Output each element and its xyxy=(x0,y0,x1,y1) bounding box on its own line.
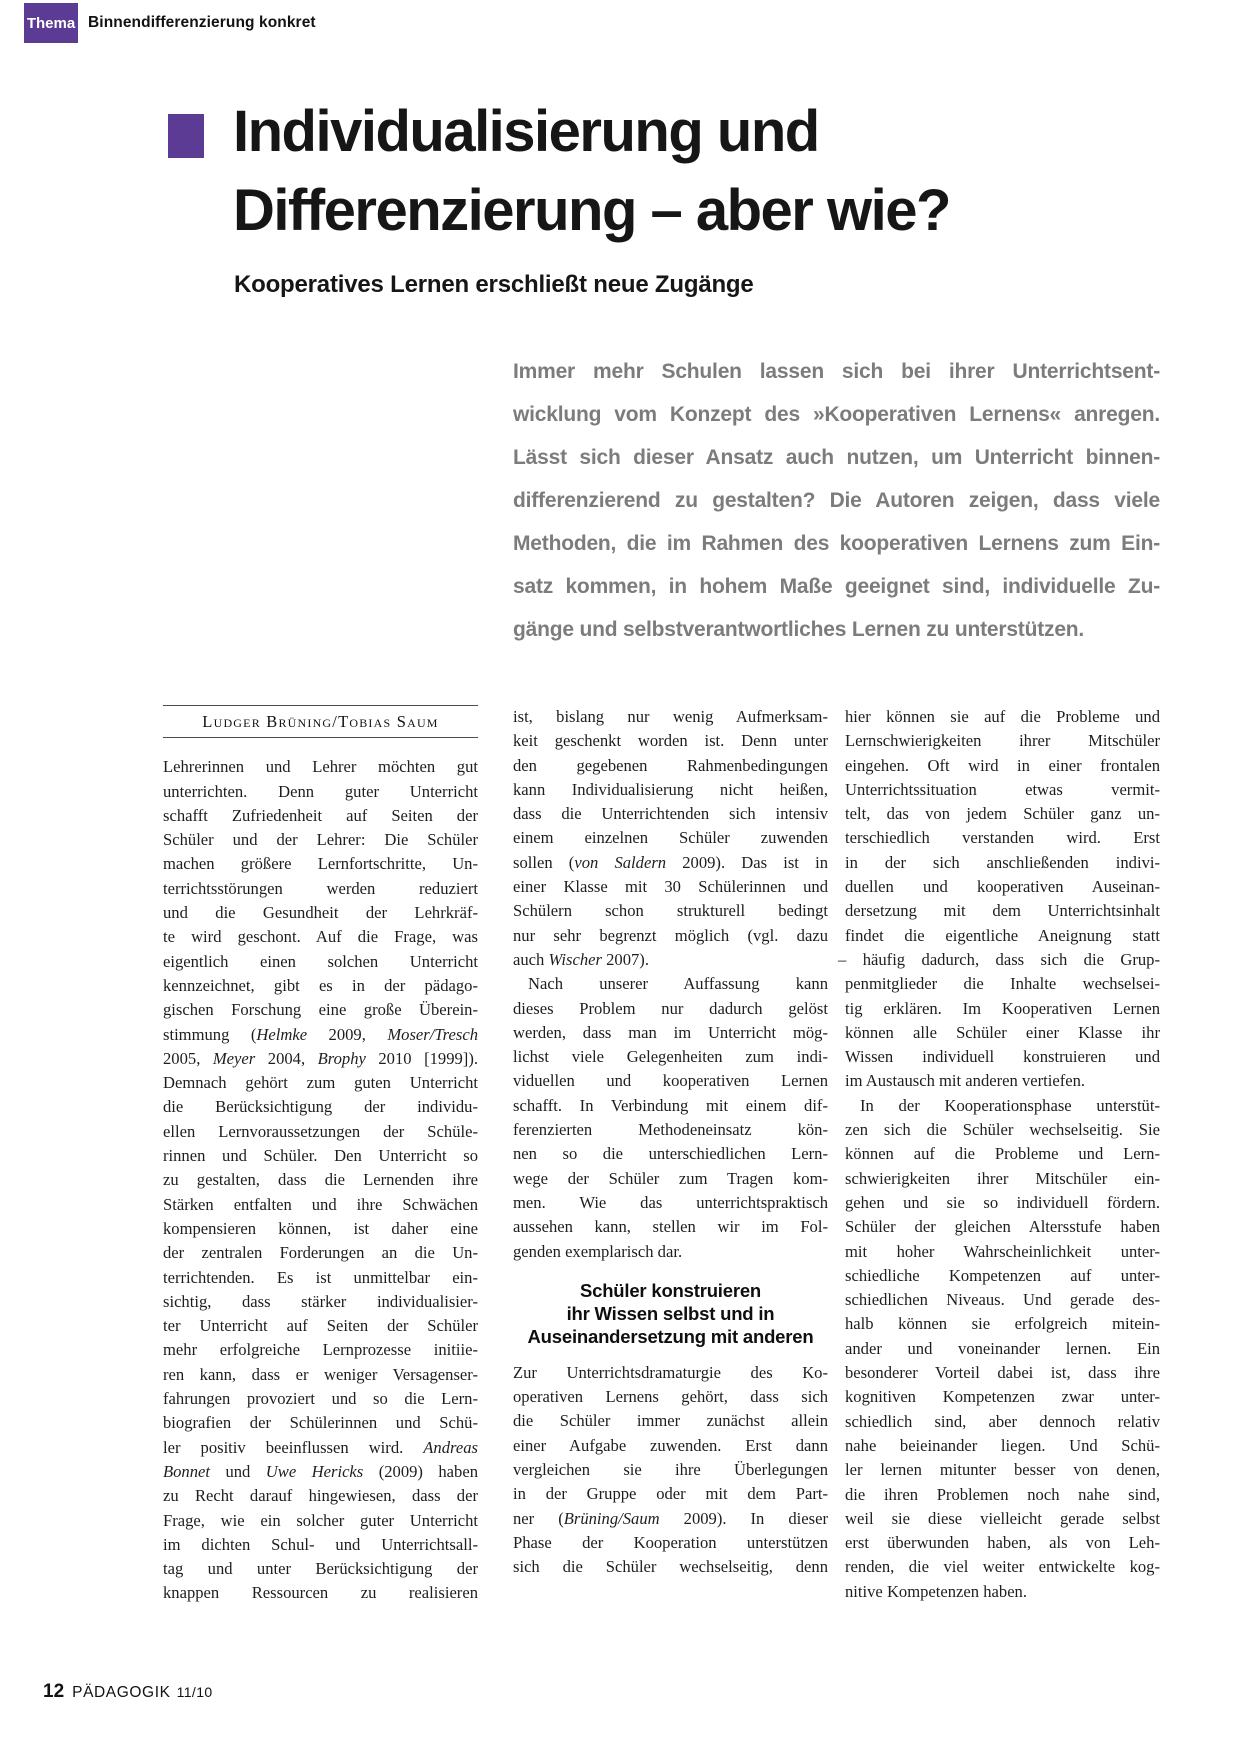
text-line: Lernschwierigkeiten ihrer Mitschüler xyxy=(845,731,1160,751)
text-line: terrichtsstörungen werden reduziert xyxy=(163,878,478,898)
text-line: ist, bislang nur wenig Aufmerksam- xyxy=(513,707,828,726)
thema-tag xyxy=(24,3,78,43)
text-line: schiedliche Kompetenzen auf unter- xyxy=(845,1265,1160,1285)
text-line: in der Gruppe oder mit dem Part- xyxy=(513,1484,828,1504)
italic-reference: Meyer xyxy=(212,1048,256,1068)
column-2 xyxy=(513,705,828,1580)
text-line: gehen und sie so individuell fördern. xyxy=(845,1192,1160,1212)
text-line: genden exemplarisch dar. xyxy=(513,1241,683,1261)
text-line: fahrungen provoziert und so die Lern- xyxy=(163,1389,478,1409)
text-line: nur sehr begrenzt möglich (vgl. dazu xyxy=(513,925,828,945)
text-line: telt, das von jedem Schüler ganz un- xyxy=(845,804,1160,824)
text-line: halb können sie erfolgreich mitein- xyxy=(845,1314,1160,1334)
text-line: erst überwunden haben, als von Leh- xyxy=(845,1533,1160,1553)
text-line: men. Wie das unterrichtspraktisch xyxy=(513,1192,828,1212)
text-line: die ihren Problemen noch nahe sind, xyxy=(845,1484,1160,1504)
text-line: Phase der Kooperation unterstützen xyxy=(513,1532,828,1552)
italic-reference: Uwe Hericks xyxy=(265,1461,364,1481)
text-line: terrichtenden. Es ist unmittelbar ein- xyxy=(163,1267,478,1287)
italic-reference: Brophy xyxy=(317,1048,366,1068)
text-line: auch Wischer 2007). xyxy=(513,949,649,969)
text-line: zu gestalten, dass die Lernenden ihre xyxy=(163,1170,478,1190)
text-line: ferenzierten Methodeneinsatz kön- xyxy=(513,1120,828,1140)
subheading-line: Auseinandersetzung mit anderen xyxy=(527,1325,814,1347)
byline: Ludger Brüning/Tobias Saum xyxy=(163,705,478,738)
intro-line: gänge und selbstverantwortliches Lernen zu unterstützen. xyxy=(513,618,1085,641)
text-line: stimmung (Helmke 2009, Moser/Tresch xyxy=(163,1024,479,1044)
text-line: viduellen und kooperativen Lernen xyxy=(513,1071,828,1091)
text-line: ren kann, dass er weniger Versagenser- xyxy=(163,1364,478,1384)
text-line: mehr erfolgreiche Lernprozesse initiie- xyxy=(163,1340,478,1360)
intro-line: Methoden, die im Rahmen des kooperativen Lernens zum Ein- xyxy=(513,532,1160,555)
text-line: kognitiven Kompetenzen zwar unter- xyxy=(845,1387,1160,1407)
article-title xyxy=(233,92,950,250)
subheading xyxy=(513,1279,828,1348)
text-line: unterrichten. Denn guter Unterricht xyxy=(163,781,478,801)
text-line: wege der Schüler zum Tragen kom- xyxy=(513,1168,828,1188)
text-line: biografien der Schülerinnen und Schü- xyxy=(163,1413,478,1433)
text-line: eingehen. Oft wird in einer frontalen xyxy=(845,755,1160,775)
text-line: nitive Kompetenzen haben. xyxy=(845,1581,1028,1601)
text-line: die Schüler immer zunächst allein xyxy=(513,1411,828,1431)
text-line: dersetzung mit dem Unterrichtsinhalt xyxy=(845,901,1160,921)
intro-line: Immer mehr Schulen lassen sich bei ihrer Unterrichtsent- xyxy=(513,360,1160,383)
italic-reference: Wischer xyxy=(548,949,602,969)
text-line: rinnen und Schüler. Den Unterricht so xyxy=(163,1146,478,1166)
text-line: schwierigkeiten ihrer Mitschüler ein- xyxy=(845,1168,1160,1188)
footer xyxy=(43,1681,213,1703)
text-line: den gegebenen Rahmenbedingungen xyxy=(513,755,828,775)
italic-reference: Andreas xyxy=(423,1437,478,1457)
text-line: Schüler der gleichen Altersstufe haben xyxy=(845,1217,1160,1237)
journal-name: PÄDAGOGIK xyxy=(72,1684,171,1701)
text-line: knappen Ressourcen zu realisieren xyxy=(163,1583,478,1603)
text-line: sich die Schüler wechselseitig, denn xyxy=(513,1557,828,1577)
column-1 xyxy=(163,705,478,1606)
article-title-line1: Individualisierung und xyxy=(233,99,819,164)
text-line: ner (Brüning/Saum 2009). In dieser xyxy=(513,1508,828,1528)
text-line: einer Aufgabe zuwenden. Erst dann xyxy=(513,1435,828,1455)
text-line: zu Recht darauf hingewiesen, dass der xyxy=(163,1486,478,1506)
subheading-line: ihr Wissen selbst und in xyxy=(566,1302,775,1324)
text-line: kompensieren können, ist daher eine xyxy=(163,1218,478,1238)
text-line: machen größere Lernfortschritte, Un- xyxy=(163,854,478,874)
text-line: weil sie diese vielleicht gerade selbst xyxy=(845,1508,1160,1528)
text-line: dass die Unterrichtenden sich intensiv xyxy=(513,804,828,824)
article-subtitle: Kooperatives Lernen erschließt neue Zugänge xyxy=(234,271,754,298)
text-line: kann Individualisierung nicht heißen, xyxy=(513,779,828,799)
text-line: ander und voneinander lernen. Ein xyxy=(845,1338,1160,1358)
column-3 xyxy=(838,705,1160,1604)
thema-tag-label: Thema xyxy=(26,14,76,32)
text-line: der zentralen Forderungen an die Un- xyxy=(163,1243,478,1263)
text-line: hier können sie auf die Probleme und xyxy=(845,707,1160,726)
italic-reference: Brüning/Saum xyxy=(563,1508,660,1528)
text-line: 2005, Meyer 2004, Brophy 2010 [1999]). xyxy=(163,1048,478,1068)
section-title: Binnendifferenzierung konkret xyxy=(88,14,316,31)
text-line: Demnach gehört zum guten Unterricht xyxy=(163,1073,478,1093)
text-line: schiedlich sind, aber dennoch relativ xyxy=(845,1411,1160,1431)
subheading-line: Schüler konstruieren xyxy=(579,1279,762,1301)
text-line: ter Unterricht auf Seiten der Schüler xyxy=(163,1316,478,1336)
text-line: duellen und kooperativen Auseinan- xyxy=(845,877,1160,897)
text-line: ellen Lernvoraussetzungen der Schüle- xyxy=(163,1121,478,1141)
text-line: schafft. In Verbindung mit einem dif- xyxy=(513,1095,828,1115)
intro-line: wicklung vom Konzept des »Kooperativen Lernens« anregen. xyxy=(513,403,1160,426)
italic-reference: Bonnet xyxy=(163,1461,211,1481)
text-line: sichtig, dass stärker individualisier- xyxy=(163,1291,478,1311)
text-line: Schüler und der Lehrer: Die Schüler xyxy=(163,830,478,850)
text-line: zen sich die Schüler wechselseitig. Sie xyxy=(845,1120,1160,1140)
page-number: 12 xyxy=(43,1681,65,1702)
text-line: einem einzelnen Schüler zuwenden xyxy=(513,828,828,848)
text-line: Stärken entfalten und ihre Schwächen xyxy=(163,1194,478,1214)
text-line: gischen Forschung eine große Überein- xyxy=(163,1000,478,1020)
text-line: einer Klasse mit 30 Schülerinnen und xyxy=(513,877,828,897)
text-line: Unterrichtssituation etwas vermit- xyxy=(845,779,1160,799)
text-line: besonderer Vorteil dabei ist, dass ihre xyxy=(845,1363,1160,1383)
intro-line: Lässt sich dieser Ansatz auch nutzen, um Unterricht binnen- xyxy=(513,446,1160,469)
text-line: penmitglieder die Inhalte wechselsei- xyxy=(845,974,1160,994)
title-accent-square-icon xyxy=(168,114,204,158)
text-line: aussehen kann, stellen wir im Fol- xyxy=(513,1217,828,1237)
text-line: operativen Lernens gehört, dass sich xyxy=(513,1387,828,1407)
text-line: schiedlichen Niveaus. Und gerade des- xyxy=(845,1290,1160,1310)
text-line: ler lernen mitunter besser von denen, xyxy=(845,1460,1160,1480)
text-line: die Berücksichtigung der individu- xyxy=(163,1097,478,1117)
text-line: keit geschenkt worden ist. Denn unter xyxy=(513,731,828,751)
text-line: Zur Unterrichtsdramaturgie des Ko- xyxy=(513,1362,828,1382)
text-line: vergleichen sie ihre Überlegungen xyxy=(513,1460,828,1480)
text-line: dieses Problem nur dadurch gelöst xyxy=(513,998,828,1018)
text-line: sollen (von Saldern 2009). Das ist in xyxy=(513,852,828,872)
text-line: renden, die viel weiter entwickelte kog- xyxy=(845,1557,1160,1577)
text-line: terschiedlich verstanden wird. Erst xyxy=(845,828,1160,848)
text-line: und die Gesundheit der Lehrkräf- xyxy=(163,903,478,923)
italic-reference: Moser/Tresch xyxy=(387,1024,479,1044)
text-line: te wird geschont. Auf die Frage, was xyxy=(163,927,478,947)
text-line: findet die eigentliche Aneignung statt xyxy=(845,925,1160,945)
text-line: In der Kooperationsphase unterstüt- xyxy=(860,1095,1160,1115)
text-line: eigentlich einen solchen Unterricht xyxy=(163,951,478,971)
text-line: schafft Zufriedenheit auf Seiten der xyxy=(163,805,478,825)
text-line: nahe beieinander liegen. Und Schü- xyxy=(845,1435,1160,1455)
text-line: tag und unter Berücksichtigung der xyxy=(163,1559,478,1579)
text-line: nen so die unterschiedlichen Lern- xyxy=(513,1144,828,1164)
issue-number: 11/10 xyxy=(176,1684,213,1700)
text-line: Bonnet und Uwe Hericks (2009) haben xyxy=(163,1461,479,1481)
intro-paragraph xyxy=(513,350,1160,651)
intro-line: differenzierend zu gestalten? Die Autoren zeigen, dass viele xyxy=(513,489,1160,512)
intro-line: satz kommen, in hohem Maße geeignet sind, individuelle Zu- xyxy=(513,575,1160,598)
text-line: können auf die Probleme und Lern- xyxy=(845,1144,1160,1164)
text-line: Frage, wie ein solcher guter Unterricht xyxy=(163,1510,478,1530)
text-line: in der sich anschließenden indivi- xyxy=(845,852,1160,872)
text-line: Wissen individuell konstruieren und xyxy=(845,1047,1160,1067)
text-line: mit hoher Wahrscheinlichkeit unter- xyxy=(845,1241,1160,1261)
text-line: im Austausch mit anderen vertiefen. xyxy=(845,1071,1086,1091)
text-line: Nach unserer Auffassung kann xyxy=(528,974,828,994)
italic-reference: Helmke xyxy=(256,1024,308,1044)
text-line: im dichten Schul- und Unterrichtsall- xyxy=(163,1534,478,1554)
italic-reference: von Saldern xyxy=(574,852,667,872)
article-title-line2: Differenzierung – aber wie? xyxy=(233,178,950,243)
text-line: ler positiv beeinflussen wird. Andreas xyxy=(163,1437,478,1457)
text-line: Schülern schon strukturell bedingt xyxy=(513,901,828,921)
text-line: lichst viele Gelegenheiten zum indi- xyxy=(513,1047,828,1067)
text-line: kennzeichnet, gibt es in der pädago- xyxy=(163,975,478,995)
text-line: können alle Schüler einer Klasse ihr xyxy=(845,1022,1160,1042)
text-line: – häufig dadurch, dass sich die Grup- xyxy=(838,949,1160,969)
text-line: tig erklären. Im Kooperativen Lernen xyxy=(845,998,1160,1018)
text-line: Lehrerinnen und Lehrer möchten gut xyxy=(163,757,478,777)
text-line: werden, dass man im Unterricht mög- xyxy=(513,1022,828,1042)
